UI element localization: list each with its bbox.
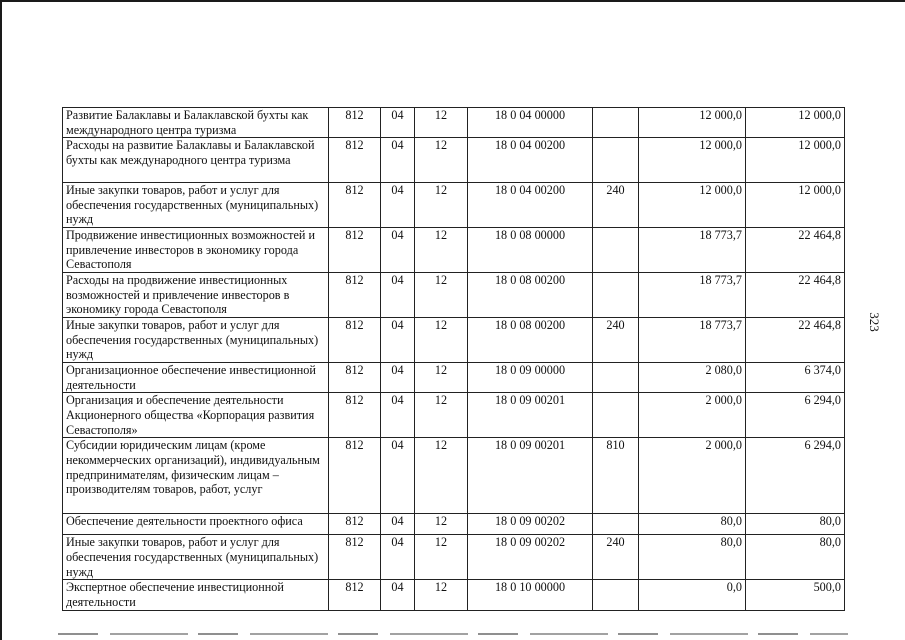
row-expense-type xyxy=(593,514,639,535)
row-target-article: 18 0 09 00202 xyxy=(468,535,593,580)
row-grbs: 812 xyxy=(329,393,381,438)
row-expense-type xyxy=(593,393,639,438)
table-row xyxy=(63,138,845,183)
row-name: Иные закупки товаров, работ и услуг для обеспечения государственных (муниципальных) нужд xyxy=(63,183,329,228)
row-amount-year1: 2 000,0 xyxy=(639,393,746,438)
row-name: Экспертное обеспечение инвестиционной деятельности xyxy=(63,580,329,610)
row-amount-year1: 18 773,7 xyxy=(639,273,746,318)
row-name: Организация и обеспечение деятельности Акционерного общества «Корпорация развития Севастополя» xyxy=(63,393,329,438)
table-row xyxy=(63,363,845,393)
row-amount-year1: 12 000,0 xyxy=(639,138,746,183)
row-amount-year1: 2 000,0 xyxy=(639,438,746,514)
row-grbs: 812 xyxy=(329,183,381,228)
row-name: Обеспечение деятельности проектного офиса xyxy=(63,514,329,535)
table-row xyxy=(63,108,845,138)
row-grbs: 812 xyxy=(329,535,381,580)
row-target-article: 18 0 08 00000 xyxy=(468,228,593,273)
row-amount-year1: 0,0 xyxy=(639,580,746,610)
row-amount-year2: 80,0 xyxy=(746,535,845,580)
row-subsection: 12 xyxy=(415,228,468,273)
row-section: 04 xyxy=(381,318,415,363)
row-section: 04 xyxy=(381,514,415,535)
row-amount-year2: 22 464,8 xyxy=(746,318,845,363)
row-grbs: 812 xyxy=(329,318,381,363)
table-row xyxy=(63,580,845,610)
row-grbs: 812 xyxy=(329,580,381,610)
table-row xyxy=(63,318,845,363)
table-row xyxy=(63,535,845,580)
row-grbs: 812 xyxy=(329,363,381,393)
row-name: Расходы на развитие Балаклавы и Балаклавской бухты как международного центра туризма xyxy=(63,138,329,183)
row-grbs: 812 xyxy=(329,514,381,535)
row-grbs: 812 xyxy=(329,438,381,514)
row-section: 04 xyxy=(381,228,415,273)
row-expense-type: 810 xyxy=(593,438,639,514)
row-subsection: 12 xyxy=(415,108,468,138)
row-section: 04 xyxy=(381,183,415,228)
page-left-border xyxy=(0,0,2,640)
row-section: 04 xyxy=(381,273,415,318)
row-section: 04 xyxy=(381,580,415,610)
row-amount-year1: 12 000,0 xyxy=(639,183,746,228)
table-row xyxy=(63,273,845,318)
row-amount-year2: 6 294,0 xyxy=(746,438,845,514)
table-row xyxy=(63,514,845,535)
row-expense-type: 240 xyxy=(593,318,639,363)
row-amount-year2: 22 464,8 xyxy=(746,273,845,318)
row-name: Иные закупки товаров, работ и услуг для обеспечения государственных (муниципальных) нужд xyxy=(63,318,329,363)
row-expense-type xyxy=(593,108,639,138)
row-subsection: 12 xyxy=(415,514,468,535)
row-section: 04 xyxy=(381,438,415,514)
row-target-article: 18 0 04 00200 xyxy=(468,183,593,228)
row-target-article: 18 0 04 00200 xyxy=(468,138,593,183)
row-expense-type xyxy=(593,138,639,183)
row-amount-year1: 80,0 xyxy=(639,535,746,580)
row-expense-type xyxy=(593,228,639,273)
row-expense-type xyxy=(593,363,639,393)
table-row xyxy=(63,183,845,228)
row-amount-year1: 18 773,7 xyxy=(639,318,746,363)
row-section: 04 xyxy=(381,108,415,138)
row-amount-year2: 6 374,0 xyxy=(746,363,845,393)
row-expense-type xyxy=(593,273,639,318)
row-subsection: 12 xyxy=(415,438,468,514)
row-subsection: 12 xyxy=(415,273,468,318)
row-subsection: 12 xyxy=(415,318,468,363)
row-expense-type: 240 xyxy=(593,535,639,580)
row-name: Субсидии юридическим лицам (кроме некоммерческих организаций), индивидуальным предпринимателям, физическим лицам – производителям товаров, работ, услуг xyxy=(63,438,329,514)
row-subsection: 12 xyxy=(415,393,468,438)
row-target-article: 18 0 10 00000 xyxy=(468,580,593,610)
row-name: Иные закупки товаров, работ и услуг для обеспечения государственных (муниципальных) нужд xyxy=(63,535,329,580)
row-section: 04 xyxy=(381,535,415,580)
row-grbs: 812 xyxy=(329,108,381,138)
row-amount-year2: 12 000,0 xyxy=(746,183,845,228)
row-amount-year2: 80,0 xyxy=(746,514,845,535)
row-subsection: 12 xyxy=(415,183,468,228)
row-subsection: 12 xyxy=(415,363,468,393)
row-amount-year1: 80,0 xyxy=(639,514,746,535)
row-amount-year2: 22 464,8 xyxy=(746,228,845,273)
row-amount-year2: 500,0 xyxy=(746,580,845,610)
row-amount-year2: 12 000,0 xyxy=(746,138,845,183)
row-amount-year2: 12 000,0 xyxy=(746,108,845,138)
row-expense-type xyxy=(593,580,639,610)
row-grbs: 812 xyxy=(329,138,381,183)
row-expense-type: 240 xyxy=(593,183,639,228)
page-number: 323 xyxy=(867,312,882,332)
row-grbs: 812 xyxy=(329,228,381,273)
row-name: Расходы на продвижение инвестиционных возможностей и привлечение инвесторов в экономику города Севастополя xyxy=(63,273,329,318)
row-subsection: 12 xyxy=(415,580,468,610)
row-amount-year2: 6 294,0 xyxy=(746,393,845,438)
row-name: Развитие Балаклавы и Балаклавской бухты как международного центра туризма xyxy=(63,108,329,138)
row-amount-year1: 18 773,7 xyxy=(639,228,746,273)
table-row xyxy=(63,393,845,438)
row-section: 04 xyxy=(381,393,415,438)
row-name: Организационное обеспечение инвестиционной деятельности xyxy=(63,363,329,393)
row-subsection: 12 xyxy=(415,535,468,580)
row-target-article: 18 0 09 00202 xyxy=(468,514,593,535)
row-amount-year1: 2 080,0 xyxy=(639,363,746,393)
row-subsection: 12 xyxy=(415,138,468,183)
row-target-article: 18 0 04 00000 xyxy=(468,108,593,138)
budget-table xyxy=(62,107,845,611)
row-target-article: 18 0 09 00000 xyxy=(468,363,593,393)
row-target-article: 18 0 09 00201 xyxy=(468,393,593,438)
row-section: 04 xyxy=(381,138,415,183)
bottom-scan-rule xyxy=(58,633,848,635)
page-top-border xyxy=(0,0,905,2)
row-name: Продвижение инвестиционных возможностей и привлечение инвесторов в экономику города Севастополя xyxy=(63,228,329,273)
row-target-article: 18 0 08 00200 xyxy=(468,318,593,363)
row-target-article: 18 0 08 00200 xyxy=(468,273,593,318)
table-row xyxy=(63,438,845,514)
table-row xyxy=(63,228,845,273)
row-target-article: 18 0 09 00201 xyxy=(468,438,593,514)
row-section: 04 xyxy=(381,363,415,393)
row-amount-year1: 12 000,0 xyxy=(639,108,746,138)
row-grbs: 812 xyxy=(329,273,381,318)
